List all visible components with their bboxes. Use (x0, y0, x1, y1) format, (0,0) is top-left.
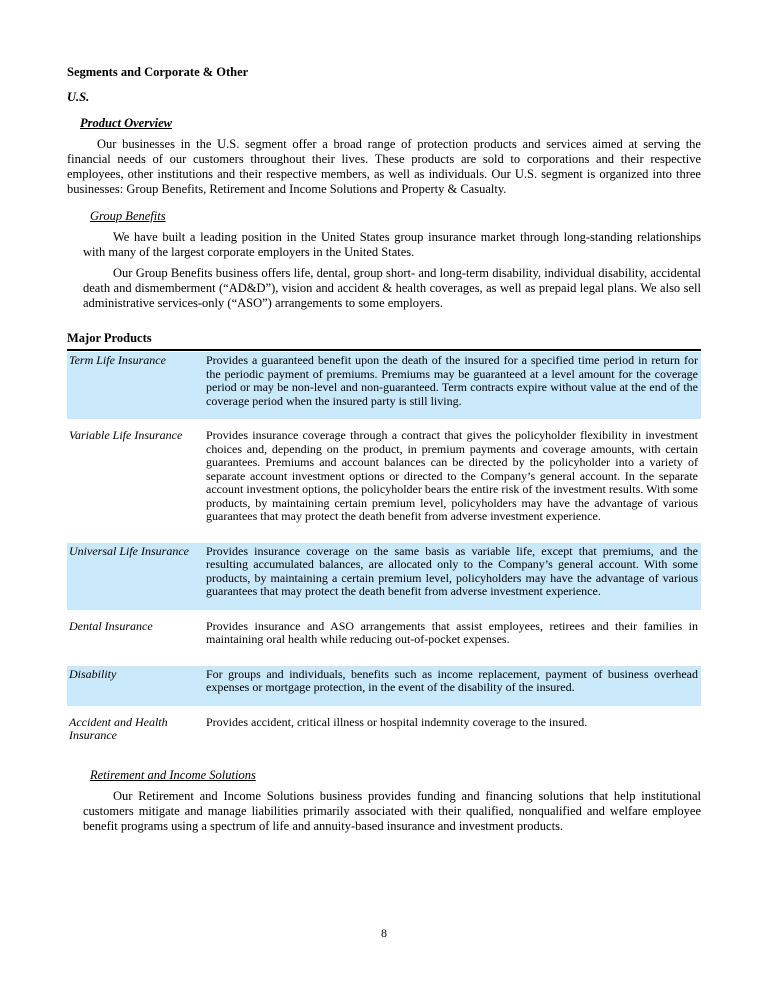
paragraph-group-benefits-1: We have built a leading position in the United States group insurance market through long-standing relationships with many of the largest corporate employers in the United States. (83, 230, 701, 259)
heading-us: U.S. (67, 90, 90, 104)
heading-group-benefits: Group Benefits (90, 209, 166, 223)
table-row-variable-life (67, 427, 701, 535)
heading-major-products: Major Products (67, 331, 152, 345)
heading-product-overview: Product Overview (80, 116, 172, 130)
table-row-disability (67, 666, 701, 706)
table-row-accident-health (67, 714, 701, 754)
product-name-cell: Accident and Health Insurance (69, 714, 168, 742)
product-description-cell: Provides insurance coverage on the same basis as variable life, except that premiums, and the resulting accumulated balances, are allocated only to the Company’s general account. With some products, by maintaining a certain premium level, policyholders may have the advantage of various guarantees that may protect the death benefit from adverse investment experience. (206, 543, 698, 598)
product-name-cell: Disability (69, 666, 117, 681)
product-description-cell: Provides a guaranteed benefit upon the death of the insured for a specified time period in return for the periodic payment of premiums. Premiums may be guaranteed at a level amount for the coverage period or may be non-level and non-guaranteed. Term contracts expire without value at the end of the coverage period when the insured party is still living. (206, 353, 698, 408)
product-name-cell: Universal Life Insurance (69, 543, 189, 558)
paragraph-group-benefits-2: Our Group Benefits business offers life, dental, group short- and long-term disability, individual disability, accidental death and dismemberment (“AD&D”), vision and accident & health coverages, as well as prepaid legal plans. We also sell administrative services-only (“ASO”) arrangements to some employers. (83, 266, 701, 310)
table-row-term-life (67, 352, 701, 419)
paragraph-product-overview: Our businesses in the U.S. segment offer a broad range of protection products and services aimed at serving the financial needs of our customers throughout their lives. These products are sold to corporations and their respective employees, other institutions and their respective members, as well as individuals. Our U.S. segment is organized into three businesses: Group Benefits, Retirement and Income Solutions and Property & Casualty. (67, 137, 701, 196)
paragraph-retirement-1: Our Retirement and Income Solutions business provides funding and financing solutions that help institutional customers mitigate and manage liabilities primarily associated with their qualified, nonqualified and welfare employee benefit programs using a spectrum of life and annuity-based insurance and investment products. (83, 788, 701, 833)
product-name-cell: Term Life Insurance (69, 353, 166, 367)
retirement-section (67, 768, 701, 834)
product-description-cell: Provides insurance coverage through a contract that gives the policyholder flexibility in investment choices and, depending on the product, in premium payments and coverage amounts, with certain guarantees. Premiums and account balances can be directed by the policyholder into a variety of separate account investment options or directed to the Company’s general account. In the separate account investment options, the policyholder bears the entire risk of the investment results. With some products, by maintaining certain premium level, policyholders may have the advantage of various guarantees that may protect the death benefit from adverse investment experience. (206, 428, 698, 523)
product-name-cell: Variable Life Insurance (69, 428, 183, 442)
major-products-table (67, 349, 701, 754)
page-number: 8 (381, 926, 387, 940)
page-content (67, 65, 701, 834)
table-row-universal-life (67, 543, 701, 610)
product-description-cell: Provides accident, critical illness or hospital indemnity coverage to the insured. (206, 714, 588, 729)
heading-segments-and-corporate: Segments and Corporate & Other (67, 65, 249, 79)
product-description-cell: For groups and individuals, benefits such as income replacement, payment of business overhead expenses or mortgage protection, in the event of the disability of the insured. (206, 666, 698, 694)
heading-retirement-income-solutions: Retirement and Income Solutions (90, 767, 256, 782)
product-name-cell: Dental Insurance (69, 618, 153, 633)
product-description-cell: Provides insurance and ASO arrangements that assist employees, retirees and their families in maintaining oral health while reducing out-of-pocket expenses. (206, 618, 698, 646)
table-row-dental (67, 618, 701, 658)
